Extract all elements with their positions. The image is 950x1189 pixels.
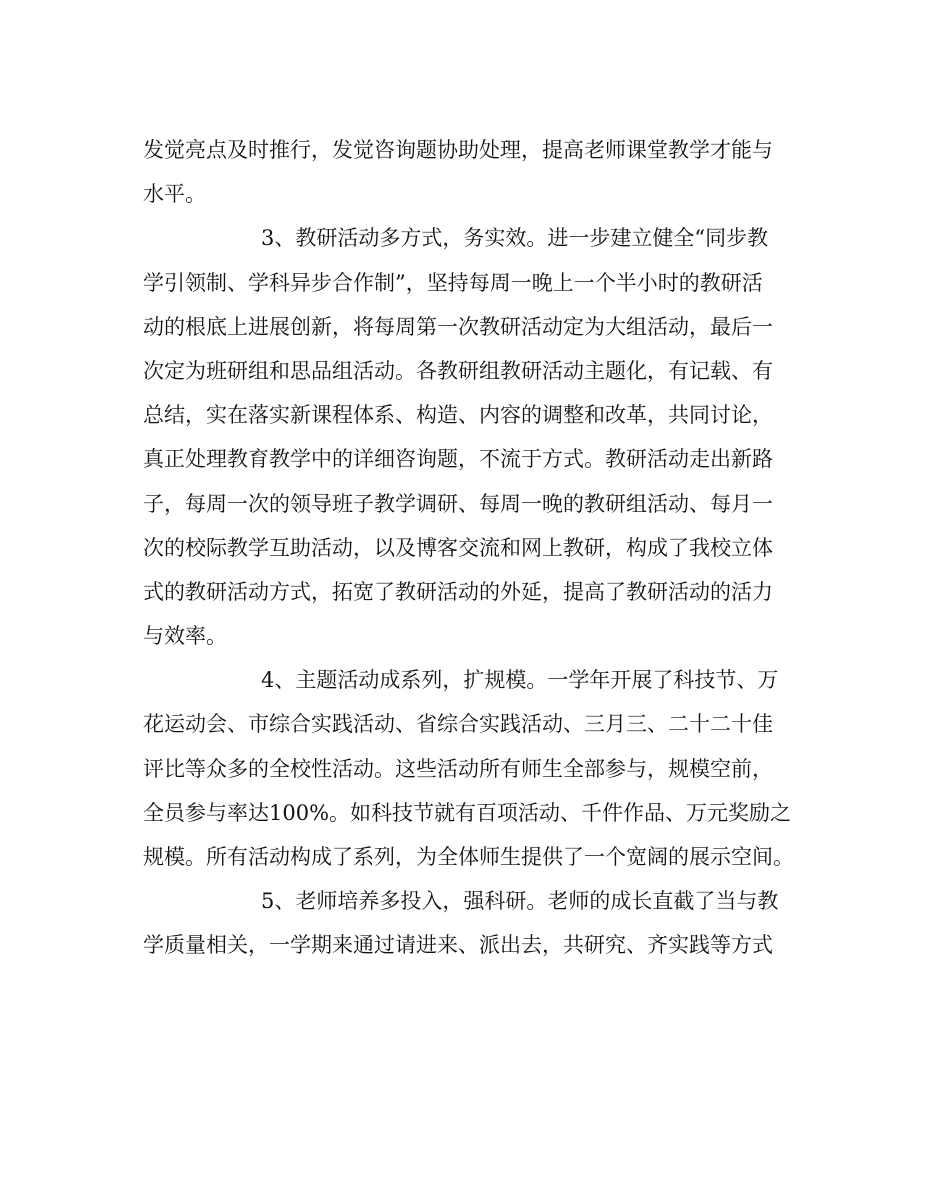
text-line: 学质量相关，一学期来通过请进来、派出去，共研究、齐实践等方式 xyxy=(143,933,773,958)
text-line: 次定为班研组和思品组活动。各教研组教研活动主题化，有记载、有 xyxy=(143,358,773,383)
text-line: 真正处理教育教学中的详细咨询题，不流于方式。教研活动走出新路 xyxy=(143,447,773,472)
text-line: 花运动会、市综合实践活动、省综合实践活动、三月三、二十二十佳 xyxy=(143,712,773,737)
paragraph-start-line: 4、主题活动成系列，扩规模。一学年开展了科技节、万 xyxy=(261,668,779,693)
paragraph-start-line: 5、老师培养多投入，强科研。老师的成长直截了当与教 xyxy=(261,889,779,914)
text-line: 发觉亮点及时推行，发觉咨询题协助处理，提高老师课堂教学才能与 xyxy=(143,138,773,162)
text-line: 次的校际教学互助活动，以及博客交流和网上教研，构成了我校立体 xyxy=(143,535,773,560)
paragraph-start-line: 3、教研活动多方式，务实效。进一步建立健全“同步教 xyxy=(261,226,769,251)
text-line: 子，每周一次的领导班子教学调研、每周一晚的教研组活动、每月一 xyxy=(143,491,773,516)
text-line: 动的根底上进展创新，将每周第一次教研活动定为大组活动，最后一 xyxy=(143,314,773,339)
text-line: 与效率。 xyxy=(143,624,227,649)
text-line: 评比等众多的全校性活动。这些活动所有师生全部参与，规模空前， xyxy=(143,756,773,781)
text-line: 总结，实在落实新课程体系、构造、内容的调整和改革，共同讨论， xyxy=(143,403,773,428)
text-line: 学引领制、学科异步合作制”，坚持每周一晚上一个半小时的教研活 xyxy=(143,270,763,295)
text-line: 全员参与率达100%。如科技节就有百项活动、千件作品、万元奖励之 xyxy=(143,800,792,825)
document-body xyxy=(143,128,815,968)
text-line: 水平。 xyxy=(143,182,206,207)
text-line: 式的教研活动方式，拓宽了教研活动的外延，提高了教研活动的活力 xyxy=(143,579,773,604)
text-line: 规模。所有活动构成了系列，为全体师生提供了一个宽阔的展示空间。 xyxy=(143,845,794,869)
